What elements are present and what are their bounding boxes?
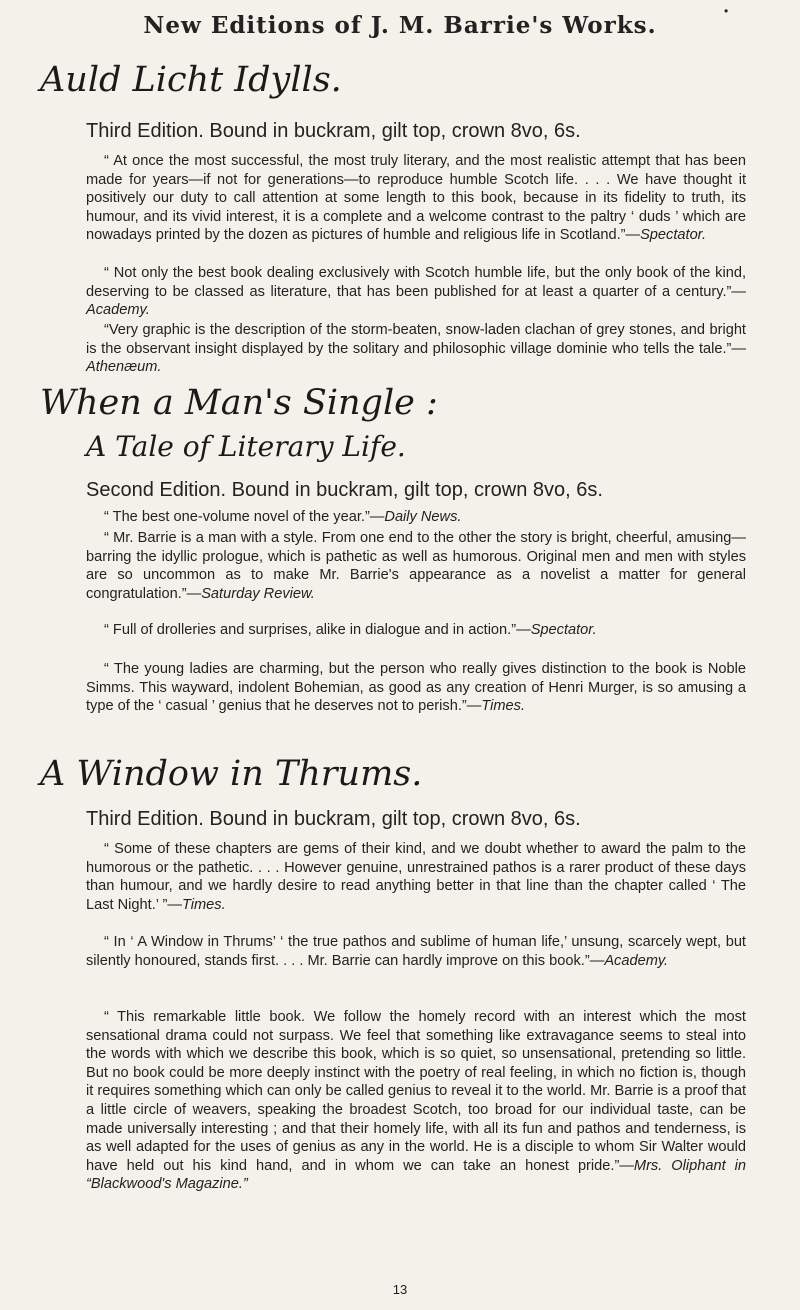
review-source: Saturday Review. xyxy=(201,585,315,602)
review-paragraph: “ Some of these chapters are gems of their kind, and we doubt whether to award the palm to the humorous or the pathetic. . . . However genuine, unrestrained pathos is a rarer product of these days than humour, and we hardly desire to read anything better in that line than the chapter called ‘ The Last Night.’ ”—Times. xyxy=(86,841,746,913)
page-number: 13 xyxy=(392,1282,408,1297)
review-source: Times. xyxy=(181,896,226,913)
review-paragraph: “ The young ladies are charming, but the person who really gives distinction to the book is Noble Simms. This wayward, indolent Bohemian, as good as any creation of Henri Murger, is so amusing a type of the ‘ casual ’ genius that he deserves not to perish.”—Times. xyxy=(86,661,746,715)
review-source: Academy. xyxy=(86,302,150,319)
page-header: New Editions of J. M. Barrie's Works. xyxy=(143,12,657,39)
review-source: Spectator. xyxy=(640,227,707,244)
review-source: Academy. xyxy=(604,952,669,969)
review-paragraph: “ In ‘ A Window in Thrums’ ‘ the true pathos and sublime of human life,’ unsung, scarcely wept, but silently honoured, stands first. . . . Mr. Barrie can hardly improve on this book.”—Academy. xyxy=(86,934,746,969)
book-title-when-a-mans-single: When a Man's Single : xyxy=(40,383,438,423)
book-edition: Second Edition. Bound in buckram, gilt top, crown 8vo, 6s. xyxy=(86,479,603,501)
review-source: Mrs. Oliphant in “Blackwood's Magazine.” xyxy=(86,1157,746,1193)
review-paragraph: “ This remarkable little book. We follow the homely record with an interest which the most sensational drama could not surpass. We feel that something like extravagance seems to steal into the words with which we describe this book, which is so quiet, so unsensational, pretending so little. But no book could be more deeply instinct with the poetry of real feeling, in which no fiction is, though it requires something which can only be called genius to reveal it to the world. Mr. Barrie is a proof that a little circle of weavers, speaking the broadest Scotch, too broad for our individual taste, can be made universally interesting ; and that their homely life, with all its fun and pathos and tenderness, is as well adapted for the uses of genius as any in the world. He is a disciple to whom Sir Walter would have held out his kind hand, and in whom we can take an honest pride.”—Mrs. Oliphant in “Blackwood's Magazine.” xyxy=(86,1009,746,1193)
book-subtitle: A Tale of Literary Life. xyxy=(86,430,406,463)
book-title-a-window-in-thrums: A Window in Thrums. xyxy=(40,754,423,794)
review-paragraph: “ The best one-volume novel of the year.”—Daily News. xyxy=(104,509,462,525)
review-source: Athenæum. xyxy=(86,359,162,376)
review-paragraph: “ Not only the best book dealing exclusively with Scotch humble life, but the only book of the kind, deserving to be classed as literature, that has been published for at least a quarter of a century.”—Academy. xyxy=(86,265,746,319)
bullet-mark: • xyxy=(724,4,729,18)
review-source: Daily News. xyxy=(384,509,462,525)
review-paragraph: “ Mr. Barrie is a man with a style. From one end to the other the story is bright, cheerful, amusing—barring the idyllic prologue, which is pathetic as well as humorous. Original men and men with styles are so uncommon as to make Mr. Barrie's appearance as a novelist a matter for general congratulation.”—Saturday Review. xyxy=(86,530,746,602)
book-edition: Third Edition. Bound in buckram, gilt top, crown 8vo, 6s. xyxy=(86,808,581,830)
review-paragraph: “ Full of drolleries and surprises, alike in dialogue and in action.”—Spectator. xyxy=(104,622,597,638)
review-source: Spectator. xyxy=(530,622,597,638)
book-edition: Third Edition. Bound in buckram, gilt top, crown 8vo, 6s. xyxy=(86,120,581,142)
review-paragraph: “Very graphic is the description of the storm-beaten, snow-laden clachan of grey stones, and bright is the observant insight displayed by the solitary and philosophic village dominie who tells the tale.”—Athenæum. xyxy=(86,322,746,376)
review-paragraph: “ At once the most successful, the most truly literary, and the most realistic attempt that has been made for years—if not for generations—to reproduce humble Scotch life. . . . We have thought it positively our duty to call attention at some length to this book, because in its fidelity to truth, its humour, and its vivid interest, it is a complete and a welcome contrast to the paltry ‘ duds ’ which are nowadays printed by the dozen as pictures of humble and religious life in Scotland.”—Spectator. xyxy=(86,153,746,244)
review-source: Times. xyxy=(481,698,525,715)
book-title-auld-licht-idylls: Auld Licht Idylls. xyxy=(40,60,342,100)
